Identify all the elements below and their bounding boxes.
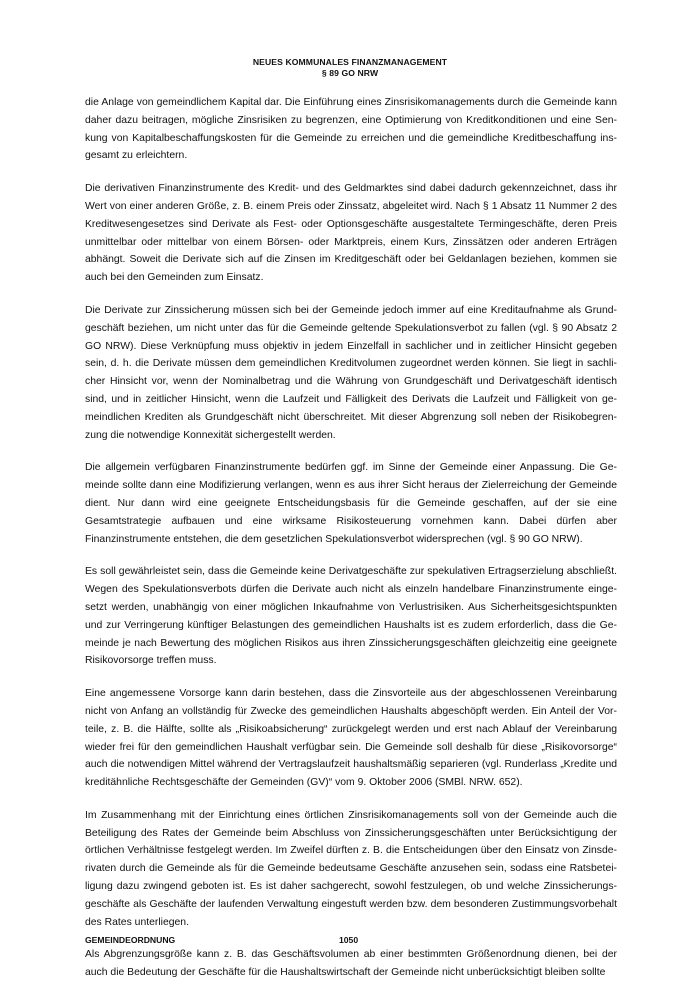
header-title: NEUES KOMMUNALES FINANZMANAGEMENT [252, 57, 448, 67]
body-paragraph: Die derivativen Finanzinstrumente des Kredit- und des Geldmarktes sind dabei dadurch gekennzeichnet, dass ihr Wert von einer anderen Größe, z. B. einem Preis oder Zinssatz, abgeleitet wird. Nach § 1 Absatz 11 Nummer 2 des Kreditwesengesetzes sind Derivate als Fest- oder Optionsgeschäfte ausgestaltete Termingeschäfte, deren Preis unmittelbar oder mittelbar von einem Börsen- oder Marktpreis, einem Kurs, Zinssätzen oder anderen Erträgen abhängt. Soweit die Derivate sich auf die Zinsen im Kreditgeschäft oder bei Geldanlagen beziehen, kommen sie auch bei den Gemeinden zum Einsatz. [85, 183, 617, 284]
body-paragraph: Es soll gewährleistet sein, dass die Gemeinde keine Derivatgeschäfte zur spekulativen Ertragserzielung abschließt. Wegen des Spekulationsverbots dürfen die Derivate auch nicht als einzeln handelbare Finanzinstrumente eingesetzt werden, unabhängig von einer möglichen Inkaufnahme von Verlustrisiken. Aus Sicherheitsgesichtspunkten und zur Verringerung künftiger Belastungen des gemeindlichen Haushalts ist es zudem erforderlich, dass die Gemeinde je nach Bewertung des möglichen Risikos aus ihren Zinssicherungsgeschäften gleichzeitig eine geeignete Risikovorsorge treffen muss. [85, 566, 617, 667]
page-header [0, 57, 700, 78]
page-number: 1050 [339, 935, 359, 945]
body-paragraph: Die allgemein verfügbaren Finanzinstrumente bedürfen ggf. im Sinne der Gemeinde einer Anpassung. Die Gemeinde sollte dann eine Modifizierung verlangen, wenn es aus ihrer Sicht heraus der Zielerreichung der Gemeinde dient. Nur dann wird eine geeignete Entscheidungsbasis für die Gemeinde geschaffen, auf der sie eine Gesamtstrategie aufbauen und eine wirksame Risikosteuerung vornehmen kann. Dabei dürfen aber Finanzinstrumente entstehen, die dem gesetzlichen Spekulationsverbot widersprechen (vgl. § 90 GO NRW). [85, 462, 617, 545]
page-body [85, 94, 617, 997]
body-paragraph: die Anlage von gemeindlichem Kapital dar. Die Einführung eines Zinsrisikomanagements durch die Gemeinde kann daher dazu beitragen, mögliche Zinsrisiken zu begrenzen, eine Optimierung von Kreditkonditionen und eine Senkung von Kapitalbeschaffungskosten für die Gemeinde zu erreichen und die gemeindliche Kreditbeschaffung insgesamt zu erleichtern. [85, 97, 617, 162]
body-paragraph: Als Abgrenzungsgröße kann z. B. das Geschäftsvolumen ab einer bestimmten Größenordnung dienen, bei der auch die Bedeutung der Geschäfte für die Haushaltswirtschaft der Gemeinde nicht unberücksichtigt bleiben sollte [85, 949, 617, 979]
body-paragraph: Eine angemessene Vorsorge kann darin bestehen, dass die Zinsvorteile aus der abgeschlossenen Vereinbarung nicht von Anfang an vollständig für Zwecke des gemeindlichen Haushalts abgeschöpft werden. Ein Anteil der Vorteile, z. B. die Hälfte, sollte als „Risikoabsicherung“ zurückgelegt werden und erst nach Ablauf der Vereinbarung wieder frei für den gemeindlichen Haushalt verfügbar sein. Die Gemeinde soll deshalb für diese „Risikovorsorge“ auch die notwendigen Mittel während der Vertragslaufzeit haushaltsmäßig separieren (vgl. Runderlass „Kredite und kreditähnliche Rechtsgeschäfte der Gemeinden (GV)“ vom 9. Oktober 2006 (SMBl. NRW. 652). [85, 688, 617, 789]
header-section: § 89 GO NRW [321, 67, 379, 78]
body-paragraph: Im Zusammenhang mit der Einrichtung eines örtlichen Zinsrisikomanagements soll von der Gemeinde auch die Beteiligung des Rates der Gemeinde beim Abschluss von Zinssicherungsgeschäften unter Berücksichtigung der örtlichen Verhältnisse festgelegt werden. Im Zweifel dürften z. B. die Entscheidungen über den Einsatz von Zinsderivaten durch die Gemeinde als für die Gemeinde bedeutsame Geschäfte anzusehen sein, sodass eine Ratsbeteiligung dazu zwingend geboten ist. Es ist daher sachgerecht, sowohl festzulegen, ob und welche Zinssicherungsgeschäfte als Geschäfte der laufenden Verwaltung eingestuft werden bzw. dem besonderen Zustimmungsvorbehalt des Rates unterliegen. [85, 809, 617, 928]
body-paragraph: Die Derivate zur Zinssicherung müssen sich bei der Gemeinde jedoch immer auf eine Kreditaufnahme als Grundgeschäft beziehen, um nicht unter das für die Gemeinde geltende Spekulationsverbot zu fallen (vgl. § 90 Absatz 2 GO NRW). Diese Verknüpfung muss objektiv in jedem Einzelfall in sachlicher und in zeitlicher Hinsicht gegeben sein, d. h. die Derivate müssen dem gemeindlichen Kreditvolumen zugeordnet werden können. Sie liegt in sachlicher Hinsicht vor, wenn der Nominalbetrag und die Währung von Grundgeschäft und Derivatgeschäft identisch sind, und in zeitlicher Hinsicht, wenn die Laufzeit und Fälligkeit des Derivats die Laufzeit und Fälligkeit von gemeindlichen Krediten als Grundgeschäft nicht überschreitet. Mit dieser Abgrenzung soll neben der Risikobegrenzung die notwendige Konnexität sichergestellt werden. [85, 304, 617, 441]
footer-label: GEMEINDEORDNUNG [85, 935, 176, 945]
